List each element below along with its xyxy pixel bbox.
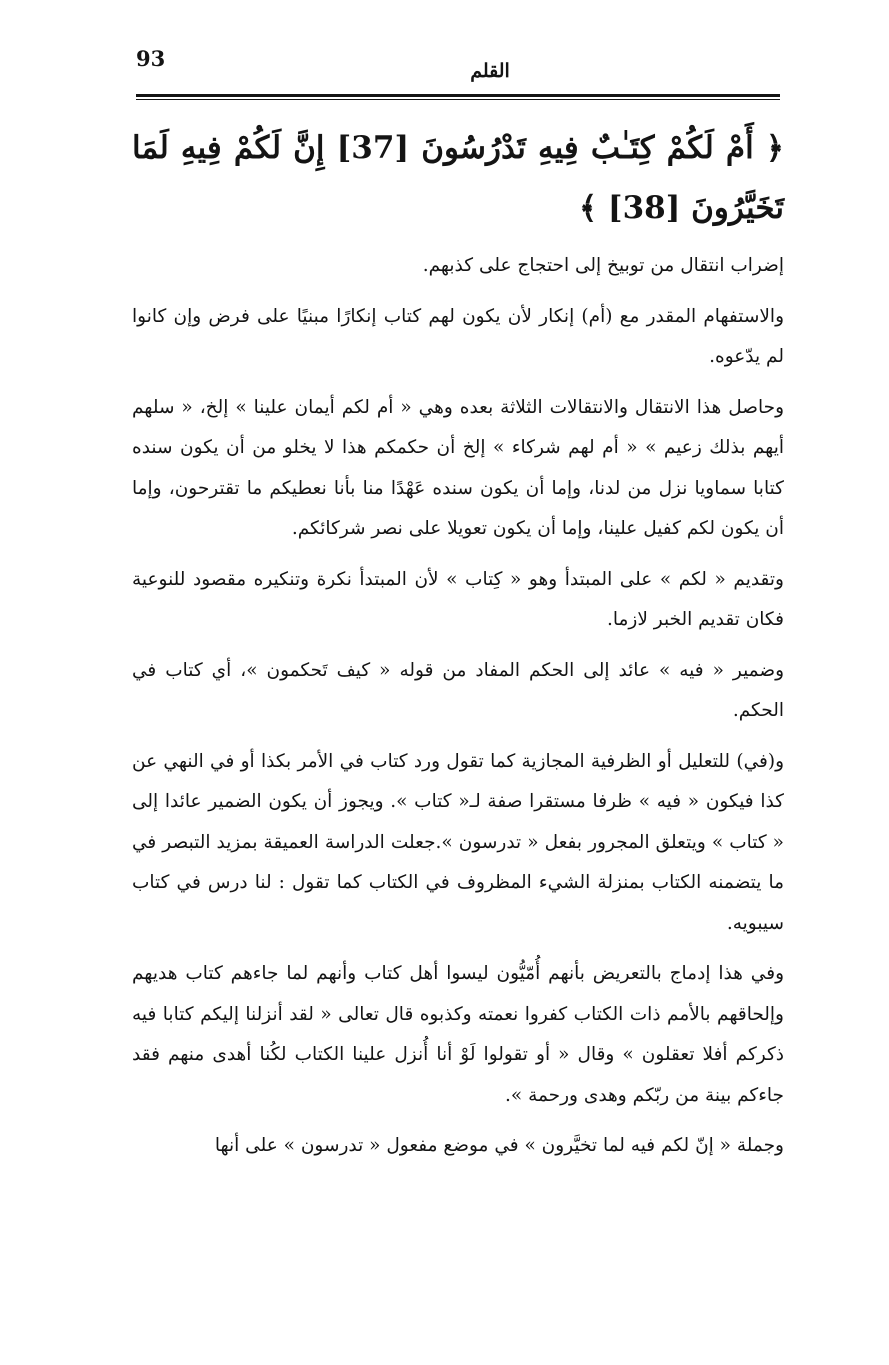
page-number: 93 [136, 46, 166, 71]
paragraph-1: إضراب انتقال من توبيخ إلى احتجاج على كذبهم. [422, 255, 784, 276]
paragraph-4: وتقديم « لكم » على المبتدأ وهو « كِتاب » لأن المبتدأ نكرة وتنكيره مقصود للنوعية فكان تقديم الخبر لازما. [132, 568, 784, 630]
paragraph-6: و(في) للتعليل أو الظرفية المجازية كما تقول ورد كتاب في الأمر بكذا أو في النهي عن كذا فيكون « فيه » ظرفا مستقرا صفة لـ« كتاب ». ويجوز أن يكون الضمير عائدا إلى « كتاب » ويتعلق المجرور بفعل « تدرسون ».جعلت الدراسة العميقة بمزيد التبصر في ما يتضمنه الكتاب بمنزلة الشيء المظروف في الكتاب كما تقول : لنا درس في كتاب سيبويه. [132, 750, 785, 934]
paragraph-3: وحاصل هذا الانتقال والانتقالات الثلاثة بعده وهي « أم لكم أيمان علينا » إلخ، « سلهم أيهم بذلك زعيم » « أم لهم شركاء » إلخ أن حكمكم هذا لا يخلو من أن يكون سنده كتابا سماويا نزل من لدنا، وإما أن يكون سنده عَهْدًا منا بأنا نعطيكم ما تقترحون، وإما أن يكون لكم كفيل علينا، وإما أن يكون تعويلا على نصر شركائكم. [132, 396, 784, 539]
header-rule-thick [136, 94, 780, 97]
quran-verse: ﴿ أَمْ لَكُمْ كِتَـٰبٌ فِيهِ تَدْرُسُونَ [37] إِنَّ لَكُمْ فِيهِ لَمَا تَخَيَّرُونَ [38] ﴾ [132, 130, 784, 226]
paragraph-7: وفي هذا إدماج بالتعريض بأنهم أُمّيُّون ليسوا أهل كتاب وأنهم لما جاءهم كتاب هديهم وإلحاقهم بالأمم ذات الكتاب كفروا نعمته وكذبوه قال تعالى « لقد أنزلنا إليكم كتابا فيه ذكركم أفلا تعقلون » وقال « أو تقولوا لَوْ أنا أُنزل علينا الكتاب لكُنا أهدى منهم فقد جاءكم بينة من ربّكم وهدى ورحمة ». [132, 963, 784, 1106]
paragraph-2: والاستفهام المقدر مع (أم) إنكار لأن يكون لهم كتاب إنكارًا مبنيًا على فرض وإن كانوا لم يدّعوه. [132, 305, 784, 367]
commentary-body [132, 246, 784, 1177]
running-title: القلم [470, 60, 510, 82]
paragraph-5: وضمير « فيه » عائد إلى الحكم المفاد من قوله « كيف تَحكمون »، أي كتاب في الحكم. [132, 659, 784, 721]
header-rule-thin [136, 99, 780, 100]
paragraph-8: وجملة « إنّ لكم فيه لما تخيَّرون » في موضع مفعول « تدرسون » على أنها [214, 1135, 784, 1156]
